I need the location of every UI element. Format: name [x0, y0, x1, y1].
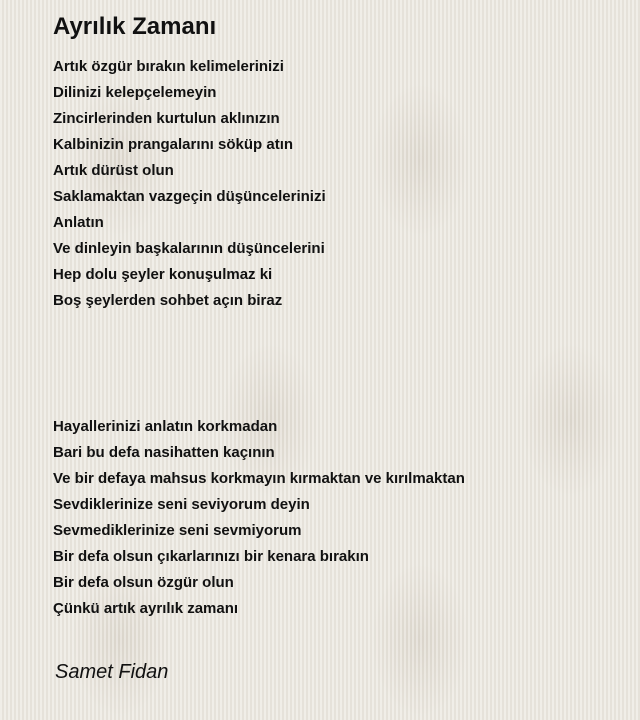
poem-line: Artık dürüst olun: [53, 162, 174, 179]
poem-line: Çünkü artık ayrılık zamanı: [53, 600, 239, 617]
poem-line: Dilinizi kelepçelemeyin: [53, 84, 217, 101]
poem-line: Hayallerinizi anlatın korkmadan: [53, 418, 278, 435]
poem-author: Samet Fidan: [55, 661, 169, 683]
stanza-1: [53, 54, 623, 314]
poem-line: Bir defa olsun çıkarlarınızı bir kenara bırakın: [53, 548, 369, 565]
poem-line: Anlatın: [53, 214, 104, 231]
poem-line: Bari bu defa nasihatten kaçının: [53, 444, 275, 461]
poem-title: Ayrılık Zamanı: [53, 13, 217, 40]
poem-line: Bir defa olsun özgür olun: [53, 574, 234, 591]
poem-line: Ve dinleyin başkalarının düşüncelerini: [53, 240, 325, 257]
poem-line: Saklamaktan vazgeçin düşüncelerinizi: [53, 188, 326, 205]
poem-line: Ve bir defaya mahsus korkmayın kırmaktan ve kırılmaktan: [53, 470, 465, 487]
poem-line: Kalbinizin prangalarını söküp atın: [53, 136, 294, 153]
poem-line: Hep dolu şeyler konuşulmaz ki: [53, 266, 273, 283]
stanza-gap: [53, 314, 623, 414]
stanza-2: [53, 414, 623, 622]
poem: [53, 12, 623, 622]
poem-line: Sevmediklerinize seni sevmiyorum: [53, 522, 302, 539]
poem-line: Artık özgür bırakın kelimelerinizi: [53, 58, 284, 75]
poem-line: Sevdiklerinize seni seviyorum deyin: [53, 496, 310, 513]
poem-line: Zincirlerinden kurtulun aklınızın: [53, 110, 280, 127]
poem-line: Boş şeylerden sohbet açın biraz: [53, 292, 283, 309]
